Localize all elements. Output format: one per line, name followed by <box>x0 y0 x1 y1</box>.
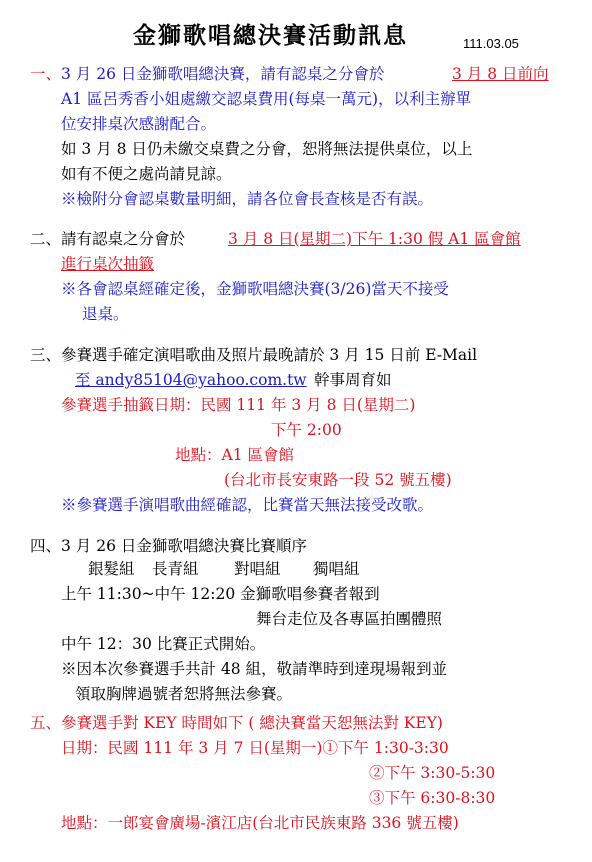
contact-email-link[interactable]: 至 andy85104@yahoo.com.tw <box>75 371 307 389</box>
section-3-contact-name: 幹事周育如 <box>314 371 392 389</box>
group-silver: 銀髮組 <box>88 560 135 578</box>
section-1-deadline: 3 月 8 日前向 <box>452 65 549 83</box>
section-3-draw-date: 參賽選手抽籤日期：民國 111 年 3 月 8 日(星期二) <box>61 396 416 414</box>
group-evergreen: 長青組 <box>152 560 199 578</box>
section-1-line-5: 如有不便之處尚請見諒。 <box>61 165 232 183</box>
section-3-note: ※參賽選手演唱歌曲經確認，比賽當天無法接受改歌。 <box>61 496 434 514</box>
section-1-line-3: 位安排桌次感謝配合。 <box>61 115 217 133</box>
section-4-checkin: 上午 11:30~中午 12:20 金獅歌唱參賽者報到 <box>61 585 380 603</box>
section-4-number: 四、 <box>30 537 62 555</box>
section-5-date: 日期：民國 111 年 3 月 7 日(星期一)①下午 1:30-3:30 <box>61 739 449 757</box>
section-4-line-1: 3 月 26 日金獅歌唱總決賽比賽順序 <box>61 537 307 555</box>
section-3-draw-time: 下午 2:00 <box>271 421 342 439</box>
section-4-stage: 舞台走位及各專區拍團體照 <box>256 610 443 628</box>
section-2-note-cont: 退桌。 <box>82 305 129 323</box>
section-3-venue: 地點：A1 區會館 <box>175 446 294 464</box>
section-1-number: 一、 <box>30 65 62 83</box>
section-3-number: 三、 <box>30 346 62 364</box>
section-1-line-2: A1 區呂秀香小姐處繳交認桌費用(每桌一萬元)，以利主辦單 <box>61 90 472 108</box>
section-4-note-cont: 領取胸牌過號者恕將無法參賽。 <box>75 685 293 703</box>
page-title: 金獅歌唱總決賽活動訊息 <box>133 22 408 49</box>
section-2-number: 二、 <box>30 230 62 248</box>
section-4-note: ※因本次參賽選手共計 48 組，敬請準時到達現場報到並 <box>61 660 448 678</box>
section-5-slot-3: ③下午 6:30-8:30 <box>369 789 496 807</box>
section-2-lottery-time: 3 月 8 日(星期二)下午 1:30 假 A1 區會館 <box>228 230 521 248</box>
group-solo: 獨唱組 <box>313 560 360 578</box>
document-date: 111.03.05 <box>463 36 519 51</box>
section-1-line-4: 如 3 月 8 日仍未繳交桌費之分會，恕將無法提供桌位，以上 <box>61 140 473 158</box>
section-3-venue-address: (台北市長安東路一段 52 號五樓) <box>224 471 452 489</box>
section-2-note: ※各會認桌經確定後，金獅歌唱總決賽(3/26)當天不接受 <box>61 280 449 298</box>
section-4-start: 中午 12：30 比賽正式開始。 <box>61 635 266 653</box>
section-1-note: ※檢附分會認桌數量明細，請各位會長查核是否有誤。 <box>61 190 434 208</box>
section-5-line-1: 參賽選手對 KEY 時間如下 ( 總決賽當天恕無法對 KEY) <box>61 714 443 732</box>
section-1-line-1a: 3 月 26 日金獅歌唱總決賽，請有認桌之分會於 <box>61 65 385 83</box>
section-5-venue: 地點：一郎宴會廣場-濱江店(台北市民族東路 336 號五樓) <box>61 814 459 832</box>
section-5-number: 五、 <box>30 714 62 732</box>
section-2-line-1a: 請有認桌之分會於 <box>61 230 186 248</box>
section-3-line-1: 參賽選手確定演唱歌曲及照片最晚請於 3 月 15 日前 E-Mail <box>61 346 478 364</box>
section-2-line-2: 進行桌次抽籤 <box>61 255 155 273</box>
group-duet: 對唱組 <box>234 560 281 578</box>
section-5-slot-2: ②下午 3:30-5:30 <box>369 764 496 782</box>
